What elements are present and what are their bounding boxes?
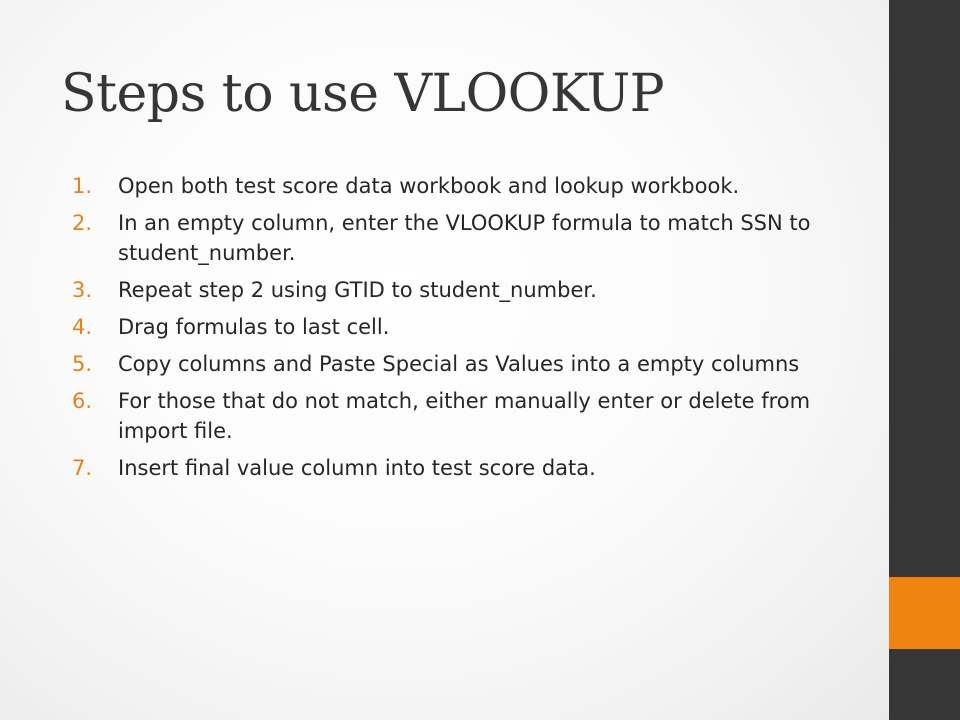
step-text: Repeat step 2 using GTID to student_number. [118, 278, 597, 302]
step-text: Drag formulas to last cell. [118, 315, 390, 339]
slide-title: Steps to use VLOOKUP [61, 64, 665, 124]
step-number: 4. [72, 315, 93, 339]
list-item-step-1 [72, 171, 872, 201]
step-number: 7. [72, 456, 93, 480]
step-number: 5. [72, 352, 93, 376]
sidebar-accent-block [889, 577, 960, 649]
list-item-step-5 [72, 349, 872, 379]
step-text: For those that do not match, either manually enter or delete from import file. [118, 389, 811, 443]
list-item-step-3 [72, 275, 872, 305]
step-text: Open both test score data workbook and lookup workbook. [118, 174, 740, 198]
list-item-step-6 [72, 386, 872, 446]
step-text: Copy columns and Paste Special as Values into a empty columns [118, 352, 800, 376]
step-number: 1. [72, 174, 93, 198]
list-item-step-4 [72, 312, 872, 342]
list-item-step-2 [72, 208, 872, 268]
step-text: In an empty column, enter the VLOOKUP formula to match SSN to student_number. [118, 211, 811, 265]
steps-list [72, 171, 872, 490]
list-item-step-7 [72, 453, 872, 483]
step-number: 2. [72, 211, 93, 235]
step-text: Insert final value column into test score data. [118, 456, 596, 480]
step-number: 3. [72, 278, 93, 302]
step-number: 6. [72, 389, 93, 413]
